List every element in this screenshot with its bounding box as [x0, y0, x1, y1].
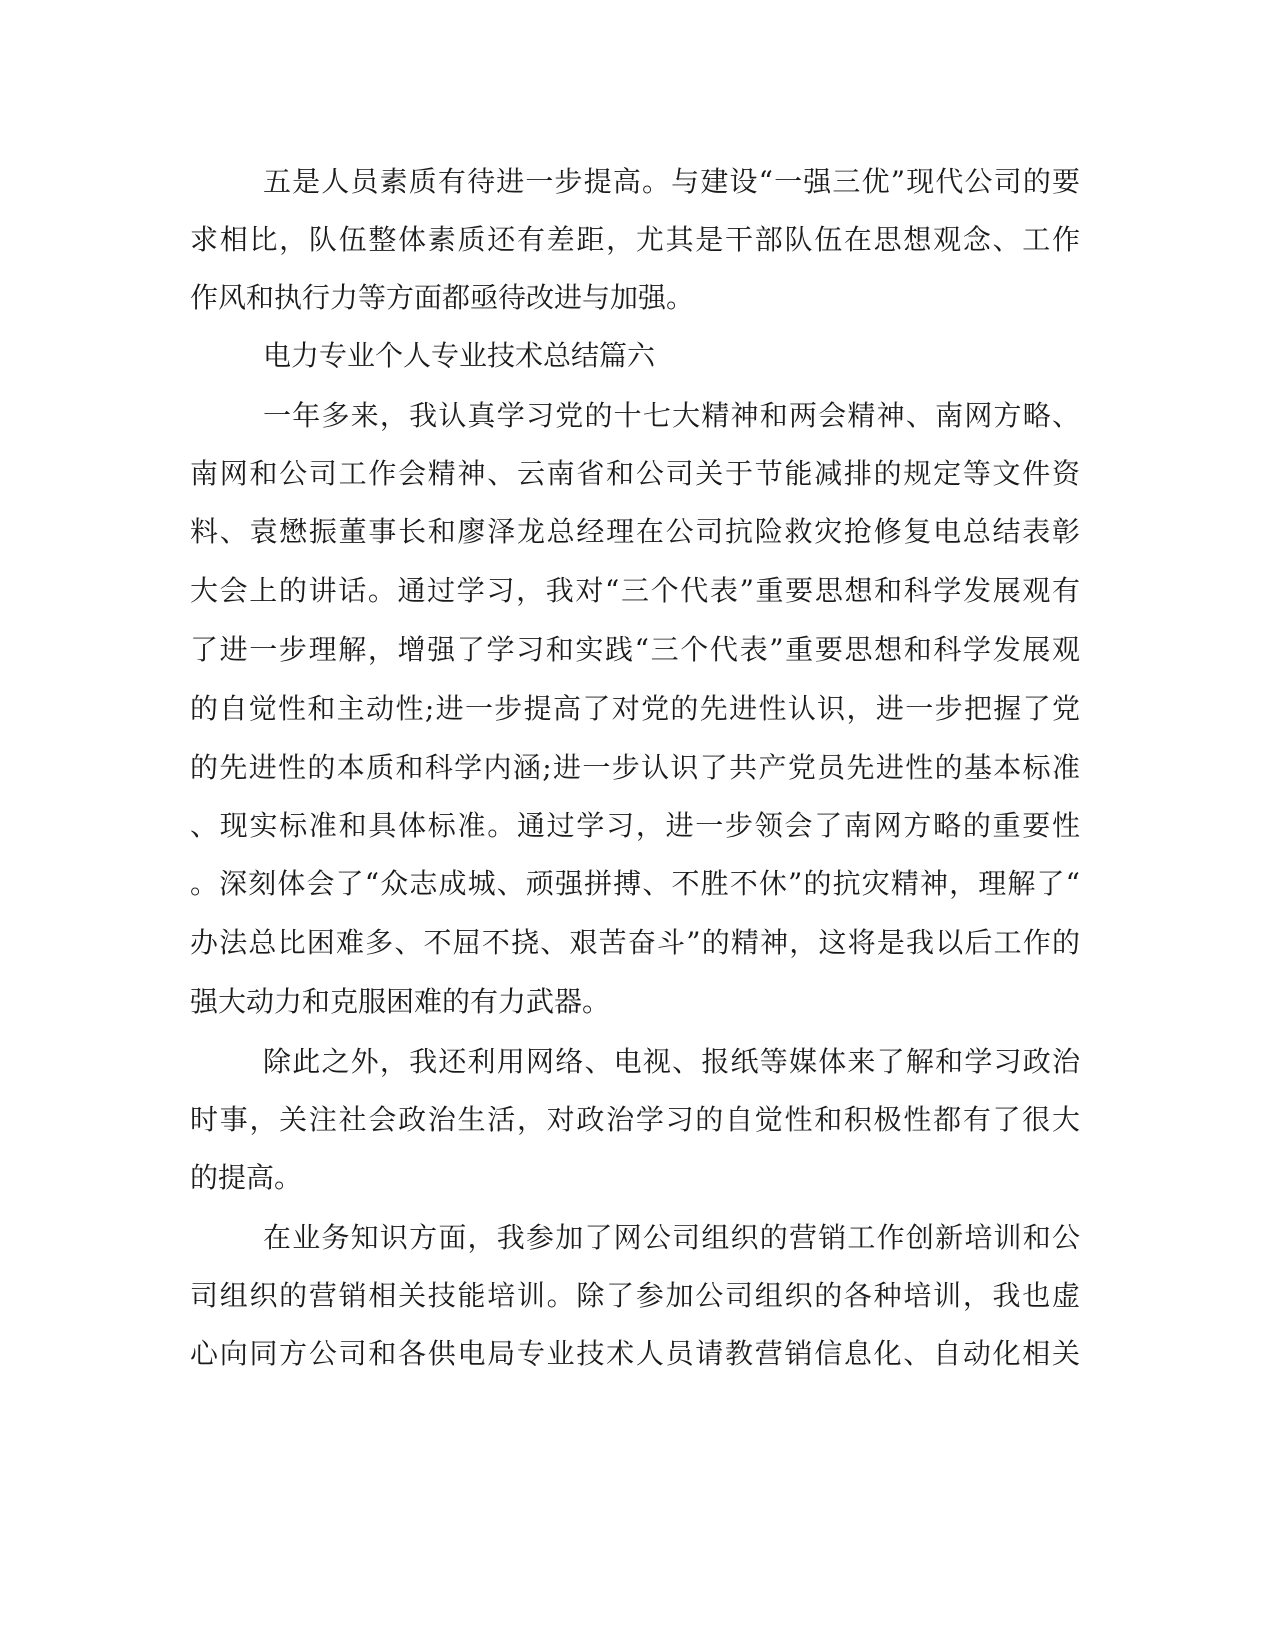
paragraph-line: 除此之外，我还利用网络、电视、报纸等媒体来了解和学习政治 — [263, 1045, 1080, 1078]
paragraph-line: 了进一步理解，增强了学习和实践“三个代表”重要思想和科学发展观 — [190, 633, 1080, 666]
paragraph-line: 料、袁懋振董事长和廖泽龙总经理在公司抗险救灾抢修复电总结表彰 — [190, 515, 1080, 548]
paragraph-line: 的先进性的本质和科学内涵;进一步认识了共产党员先进性的基本标准 — [190, 751, 1080, 784]
paragraph-line: 五是人员素质有待进一步提高。与建设“一强三优”现代公司的要 — [263, 165, 1080, 198]
paragraph-line: 作风和执行力等方面都亟待改进与加强。 — [190, 281, 695, 314]
paragraph-line: 办法总比困难多、不屈不挠、艰苦奋斗”的精神，这将是我以后工作的 — [190, 926, 1080, 959]
section-heading: 电力专业个人专业技术总结篇六 — [263, 339, 656, 372]
paragraph-line: 在业务知识方面，我参加了网公司组织的营销工作创新培训和公 — [263, 1221, 1080, 1254]
paragraph-line: 南网和公司工作会精神、云南省和公司关于节能减排的规定等文件资 — [190, 457, 1080, 490]
paragraph-line: 的提高。 — [190, 1161, 303, 1194]
paragraph-line: 的自觉性和主动性;进一步提高了对党的先进性认识，进一步把握了党 — [190, 692, 1080, 725]
paragraph-line: 求相比，队伍整体素质还有差距，尤其是干部队伍在思想观念、工作 — [190, 223, 1080, 256]
paragraph-line: 。深刻体会了“众志成城、顽强拼搏、不胜不休”的抗灾精神，理解了“ — [190, 867, 1080, 900]
paragraph-line: 司组织的营销相关技能培训。除了参加公司组织的各种培训，我也虚 — [190, 1279, 1080, 1312]
paragraph-line: 一年多来，我认真学习党的十七大精神和两会精神、南网方略、 — [263, 399, 1080, 432]
paragraph-line: 心向同方公司和各供电局专业技术人员请教营销信息化、自动化相关 — [190, 1337, 1080, 1370]
paragraph-line: 强大动力和克服困难的有力武器。 — [190, 985, 611, 1018]
paragraph-line: 大会上的讲话。通过学习，我对“三个代表”重要思想和科学发展观有 — [190, 574, 1080, 607]
paragraph-line: 、现实标准和具体标准。通过学习，进一步领会了南网方略的重要性 — [190, 809, 1080, 842]
paragraph-line: 时事，关注社会政治生活，对政治学习的自觉性和积极性都有了很大 — [190, 1103, 1080, 1136]
